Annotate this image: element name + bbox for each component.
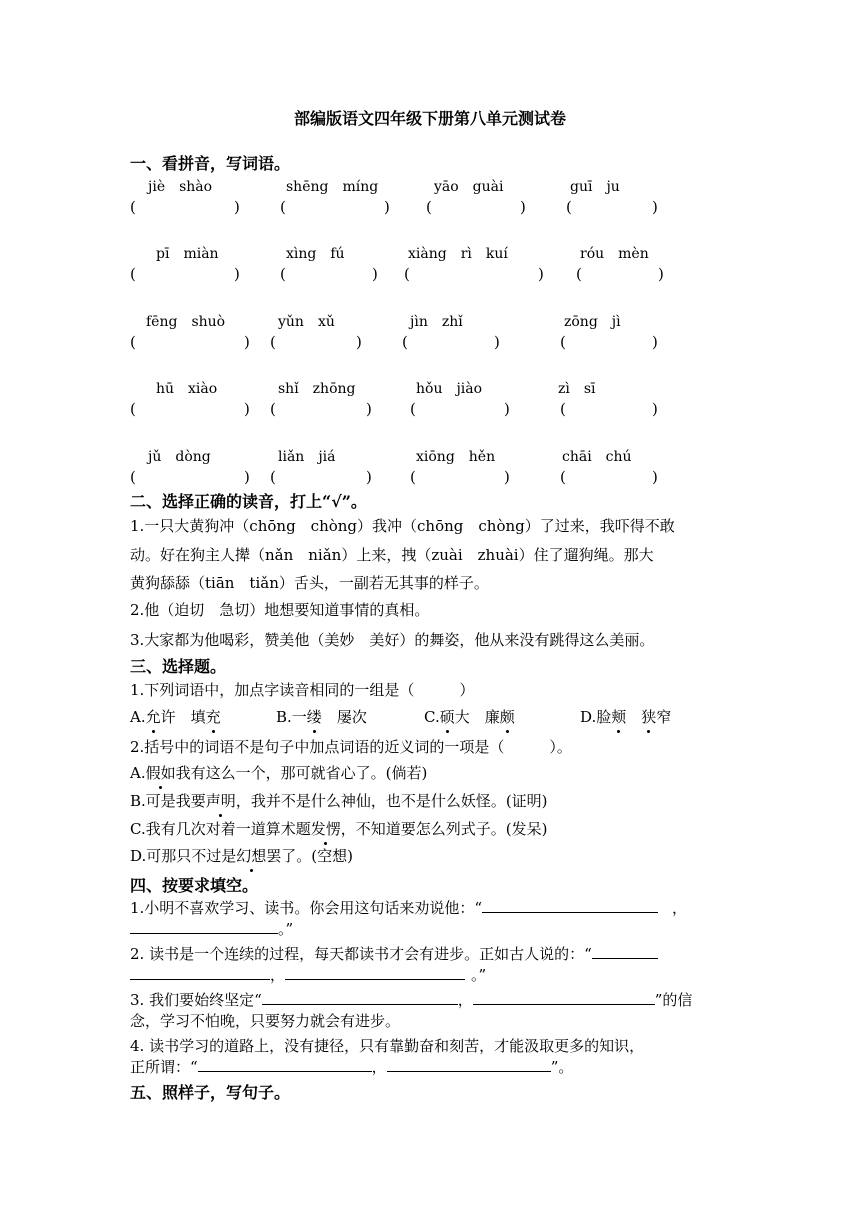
item-d: D.可那只不过是幻想罢了。(空想): [130, 847, 353, 865]
dotted-word: 发愣: [310, 820, 341, 838]
answer-paren-close: ): [652, 198, 658, 216]
fill-2-line-1: 2. 读书是一个连续的过程，每天都读书才会有进步。正如古人说的：“: [130, 943, 658, 964]
dotted-word: 声明: [205, 792, 236, 810]
answer-paren-open: (: [130, 198, 136, 216]
dotted-char: 缕: [306, 708, 322, 726]
answer-paren-open: (: [404, 265, 410, 283]
answer-paren-open: (: [560, 333, 566, 351]
page-title: 部编版语文四年级下册第八单元测试卷: [293, 109, 566, 128]
option-b: B.一缕 屡次: [276, 708, 367, 726]
section-3-heading: 三、选择题。: [130, 657, 227, 676]
answer-paren-open: (: [402, 333, 408, 351]
fill-2-line-2: ， 。”: [130, 964, 486, 985]
pinyin-text: xiàng rì kuí: [408, 246, 508, 262]
dotted-char: 颊: [611, 708, 627, 726]
dotted-char: 颇: [499, 708, 515, 726]
dotted-char: 允: [145, 708, 161, 726]
answer-paren-close: ): [244, 400, 250, 418]
s2-line-3: 黄狗舔舔（tiān tiǎn）舌头，一副若无其事的样子。: [130, 574, 489, 592]
answer-paren-close: ): [384, 198, 390, 216]
answer-paren-open: (: [426, 198, 432, 216]
answer-paren-open: (: [130, 400, 136, 418]
answer-paren-open: (: [280, 265, 286, 283]
s2-line-5: 3.大家都为他喝彩，赞美他（美妙 美好）的舞姿，他从来没有跳得这么美丽。: [130, 631, 655, 649]
answer-paren-open: (: [560, 468, 566, 486]
answer-paren-open: (: [410, 468, 416, 486]
option-a: A.允许 填充: [130, 708, 221, 726]
pinyin-text: yǔn xǔ: [278, 314, 335, 330]
answer-paren-close: ): [658, 265, 664, 283]
answer-paren-close: ): [652, 333, 658, 351]
pinyin-text: zì sī: [558, 381, 596, 397]
pinyin-text: yāo guài: [434, 179, 504, 195]
dotted-char: 充: [205, 708, 221, 726]
section-1-heading: 一、看拼音，写词语。: [130, 154, 291, 173]
pinyin-text: shǐ zhōng: [278, 381, 356, 397]
s2-line-2: 动。好在狗主人撵（nǎn niǎn）上来，拽（zuài zhuài）住了遛狗绳。那大: [130, 546, 654, 564]
answer-paren-close: ): [520, 198, 526, 216]
answer-paren-close: ): [504, 468, 510, 486]
fill-blank[interactable]: [198, 1057, 372, 1072]
answer-paren-close: ): [234, 198, 240, 216]
s2-line-4: 2.他（迫切 急切）地想要知道事情的真相。: [130, 601, 430, 619]
item-c: C.我有几次对着一道算术题发愣，不知道要怎么列式子。(发呆): [130, 820, 548, 838]
answer-paren-open: (: [130, 468, 136, 486]
fill-blank[interactable]: [387, 1057, 551, 1072]
fill-4-line-1: 4. 读书学习的道路上，没有捷径，只有靠勤奋和刻苦，才能汲取更多的知识，: [130, 1037, 645, 1055]
section-2-heading: 二、选择正确的读音，打上“√”。: [130, 492, 367, 511]
fill-3-line-2: 念，学习不怕晚，只要努力就会有进步。: [130, 1012, 401, 1030]
item-b: B.可是我要声明，我并不是什么神仙，也不是什么妖怪。(证明): [130, 792, 548, 810]
answer-paren-open: (: [410, 400, 416, 418]
answer-paren-close: ): [538, 265, 544, 283]
answer-paren-open: (: [270, 400, 276, 418]
pinyin-text: shēng míng: [286, 179, 379, 195]
pinyin-text: hǒu jiào: [416, 381, 483, 397]
answer-paren-close: ): [244, 333, 250, 351]
s3-question-1: 1.下列词语中，加点字读音相同的一组是（ ）: [130, 681, 475, 699]
option-c: C.硕大 廉颇: [424, 708, 515, 726]
pinyin-text: zōng jì: [564, 314, 621, 330]
answer-paren-close: ): [234, 265, 240, 283]
answer-paren-close: ): [652, 400, 658, 418]
fill-blank[interactable]: [285, 965, 465, 980]
answer-paren-open: (: [566, 198, 572, 216]
fill-blank[interactable]: [130, 965, 270, 980]
fill-4-line-2: 正所谓：“ ， ”。: [130, 1058, 574, 1076]
pinyin-text: hū xiào: [156, 381, 218, 397]
pinyin-text: jiè shào: [148, 179, 213, 195]
answer-paren-close: ): [366, 400, 372, 418]
fill-blank[interactable]: [130, 919, 278, 934]
dotted-char: 狭: [641, 708, 657, 726]
fill-blank[interactable]: [262, 990, 458, 1005]
pinyin-text: fēng shuò: [146, 314, 226, 330]
pinyin-text: chāi chú: [562, 449, 632, 465]
section-5-heading: 五、照样子，写句子。: [130, 1083, 291, 1102]
answer-paren-open: (: [130, 333, 136, 351]
answer-paren-open: (: [280, 198, 286, 216]
answer-paren-close: ): [366, 468, 372, 486]
answer-paren-close: ): [652, 468, 658, 486]
pinyin-text: liǎn jiá: [278, 449, 336, 465]
fill-3-line-1: 3. 我们要始终坚定“ ， ”的信: [130, 991, 693, 1009]
s2-line-1: 1.一只大黄狗冲（chōng chòng）我冲（chōng chòng）了过来，我吓得不敢: [130, 517, 675, 535]
pinyin-text: xìng fú: [286, 246, 345, 262]
answer-paren-open: (: [560, 400, 566, 418]
answer-paren-close: ): [372, 265, 378, 283]
answer-paren-close: ): [356, 333, 362, 351]
answer-paren-close: ): [504, 400, 510, 418]
fill-blank[interactable]: [482, 898, 658, 913]
fill-1-line-1: 1.小明不喜欢学习、读书。你会用这句话来劝说他：“ ，: [130, 899, 687, 917]
fill-blank[interactable]: [592, 944, 658, 959]
dotted-word: 假如: [145, 764, 176, 782]
answer-paren-close: ): [244, 468, 250, 486]
answer-paren-open: (: [576, 265, 582, 283]
option-d: D.脸颊 狭窄: [580, 708, 672, 726]
answer-paren-open: (: [270, 468, 276, 486]
section-4-heading: 四、按要求填空。: [130, 876, 259, 895]
pinyin-text: xiōng hěn: [416, 449, 496, 465]
dotted-char: 硕: [439, 708, 455, 726]
pinyin-text: pī miàn: [156, 246, 219, 262]
answer-paren-open: (: [130, 265, 136, 283]
answer-paren-open: (: [270, 333, 276, 351]
s3-question-2: 2.括号中的词语不是句子中加点词语的近义词的一项是（ ）。: [130, 738, 572, 756]
dotted-word: 幻想: [236, 847, 267, 865]
pinyin-text: guī ju: [570, 179, 620, 195]
pinyin-text: róu mèn: [580, 246, 649, 262]
pinyin-text: jǔ dòng: [148, 449, 211, 465]
answer-paren-close: ): [494, 333, 500, 351]
pinyin-text: jìn zhǐ: [410, 314, 463, 330]
fill-1-line-2: 。”: [130, 918, 293, 939]
fill-blank[interactable]: [473, 990, 655, 1005]
item-a: A.假如我有这么一个，那可就省心了。(倘若): [130, 764, 428, 782]
